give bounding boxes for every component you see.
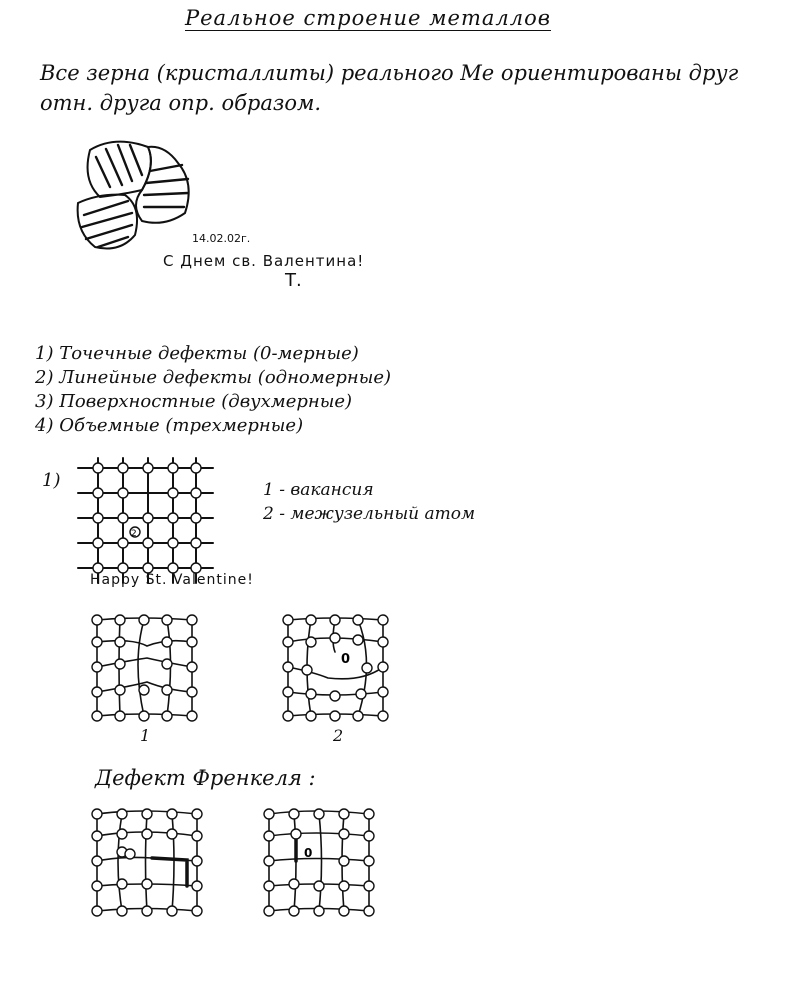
frenkel-lattice-2 [264, 806, 379, 921]
page-title: Реальное строение металлов [185, 6, 551, 30]
figure1-label: 1) [42, 470, 61, 491]
list-item: 4) Объемные (трехмерные) [35, 415, 304, 436]
defect-list [35, 342, 391, 438]
happy-note: Happy St. Valentine! [90, 572, 254, 588]
frenkel-lattice-1 [92, 806, 207, 921]
list-item: 2) Линейные дефекты (одномерные) [35, 367, 392, 388]
point-defect-lattice [78, 458, 218, 586]
interstitial-lattice [283, 612, 393, 724]
note-signature: Т. [285, 270, 302, 291]
note-message: С Днем св. Валентина! [163, 252, 365, 270]
figure-caption-2: 2 [333, 726, 344, 745]
note-date: 14.02.02г. [192, 232, 251, 245]
frenkel-marker: 0 [304, 846, 313, 860]
vacancy-lattice [92, 612, 202, 724]
frenkel-title: Дефект Френкеля : [95, 766, 316, 790]
grains-sketch [70, 135, 210, 260]
legend-vacancy: 1 - вакансия [263, 480, 374, 500]
intro-paragraph: Все зерна (кристаллиты) реального Ме ориентированы друг отн. друга опр. образом. [40, 61, 739, 115]
legend-interstitial: 2 - межузельный атом [263, 504, 476, 524]
interstitial-marker: 0 [341, 652, 351, 667]
list-item: 3) Поверхностные (двухмерные) [35, 391, 353, 412]
interstitial-marker: 2 [131, 529, 137, 539]
figure-caption-1: 1 [140, 726, 151, 745]
figure1-legend [263, 478, 475, 526]
list-item: 1) Точечные дефекты (0-мерные) [35, 343, 359, 364]
